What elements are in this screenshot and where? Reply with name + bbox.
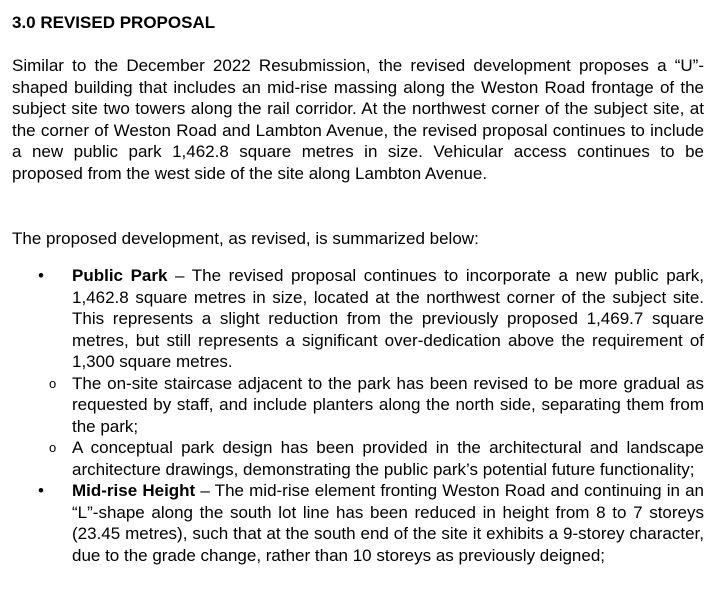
- intro-paragraph: Similar to the December 2022 Resubmission, the revised development proposes a “U”-shaped building that includes an mid-rise massing along the Weston Road frontage of the subject site two towers along the rail corridor. At the northwest corner of the subject site, at the corner of Weston Road and Lambton Avenue, the revised proposal continues to include a new public park 1,462.8 square metres in size. Vehicular access continues to be proposed from the west side of the site along Lambton Avenue.: [12, 56, 704, 183]
- proposal-bullet-list: [12, 265, 704, 566]
- bullet-item-mid-rise-height: [12, 480, 704, 566]
- sub-bullet-marker: o: [49, 440, 57, 455]
- bullet-text: – The mid-rise element fronting Weston Road and continuing in an “L”-shape along the south lot line has been reduced in height from 8 to 7 storeys (23.45 metres), such that at the south end of the site it exhibits a 9-storey character, due to the grade change, rather than 10 storeys as previously deigned;: [72, 481, 704, 565]
- section-heading: 3.0 REVISED PROPOSAL: [12, 13, 216, 32]
- bullet-title: Public Park: [72, 266, 168, 285]
- bullet-item-public-park: [12, 265, 704, 373]
- public-park-sublist: [12, 373, 704, 481]
- sub-bullet-marker: o: [49, 375, 57, 391]
- summary-lead-paragraph: The proposed development, as revised, is summarized below:: [12, 229, 479, 248]
- sub-item-park-design: [12, 437, 704, 480]
- bullet-text: – The revised proposal continues to incorporate a new public park, 1,462.8 square metres in size, located at the northwest corner of the subject site. This represents a slight reduction from the previously proposed 1,469.7 square metres, but still represents a significant over-dedication above the requirement of 1,300 square metres.: [72, 266, 704, 371]
- sub-item-text: The on-site staircase adjacent to the park has been revised to be more gradual as requested by staff, and include planters along the north side, separating them from the park;: [72, 373, 704, 436]
- bullet-title: Mid-rise Height: [72, 481, 196, 500]
- sub-item-text: A conceptual park design has been provided in the architectural and landscape architecture drawings, demonstrating the public park’s potential future functionality;: [72, 438, 704, 479]
- bullet-marker: •: [38, 481, 44, 500]
- bullet-marker: •: [38, 266, 44, 285]
- sub-item-staircase: [12, 373, 704, 438]
